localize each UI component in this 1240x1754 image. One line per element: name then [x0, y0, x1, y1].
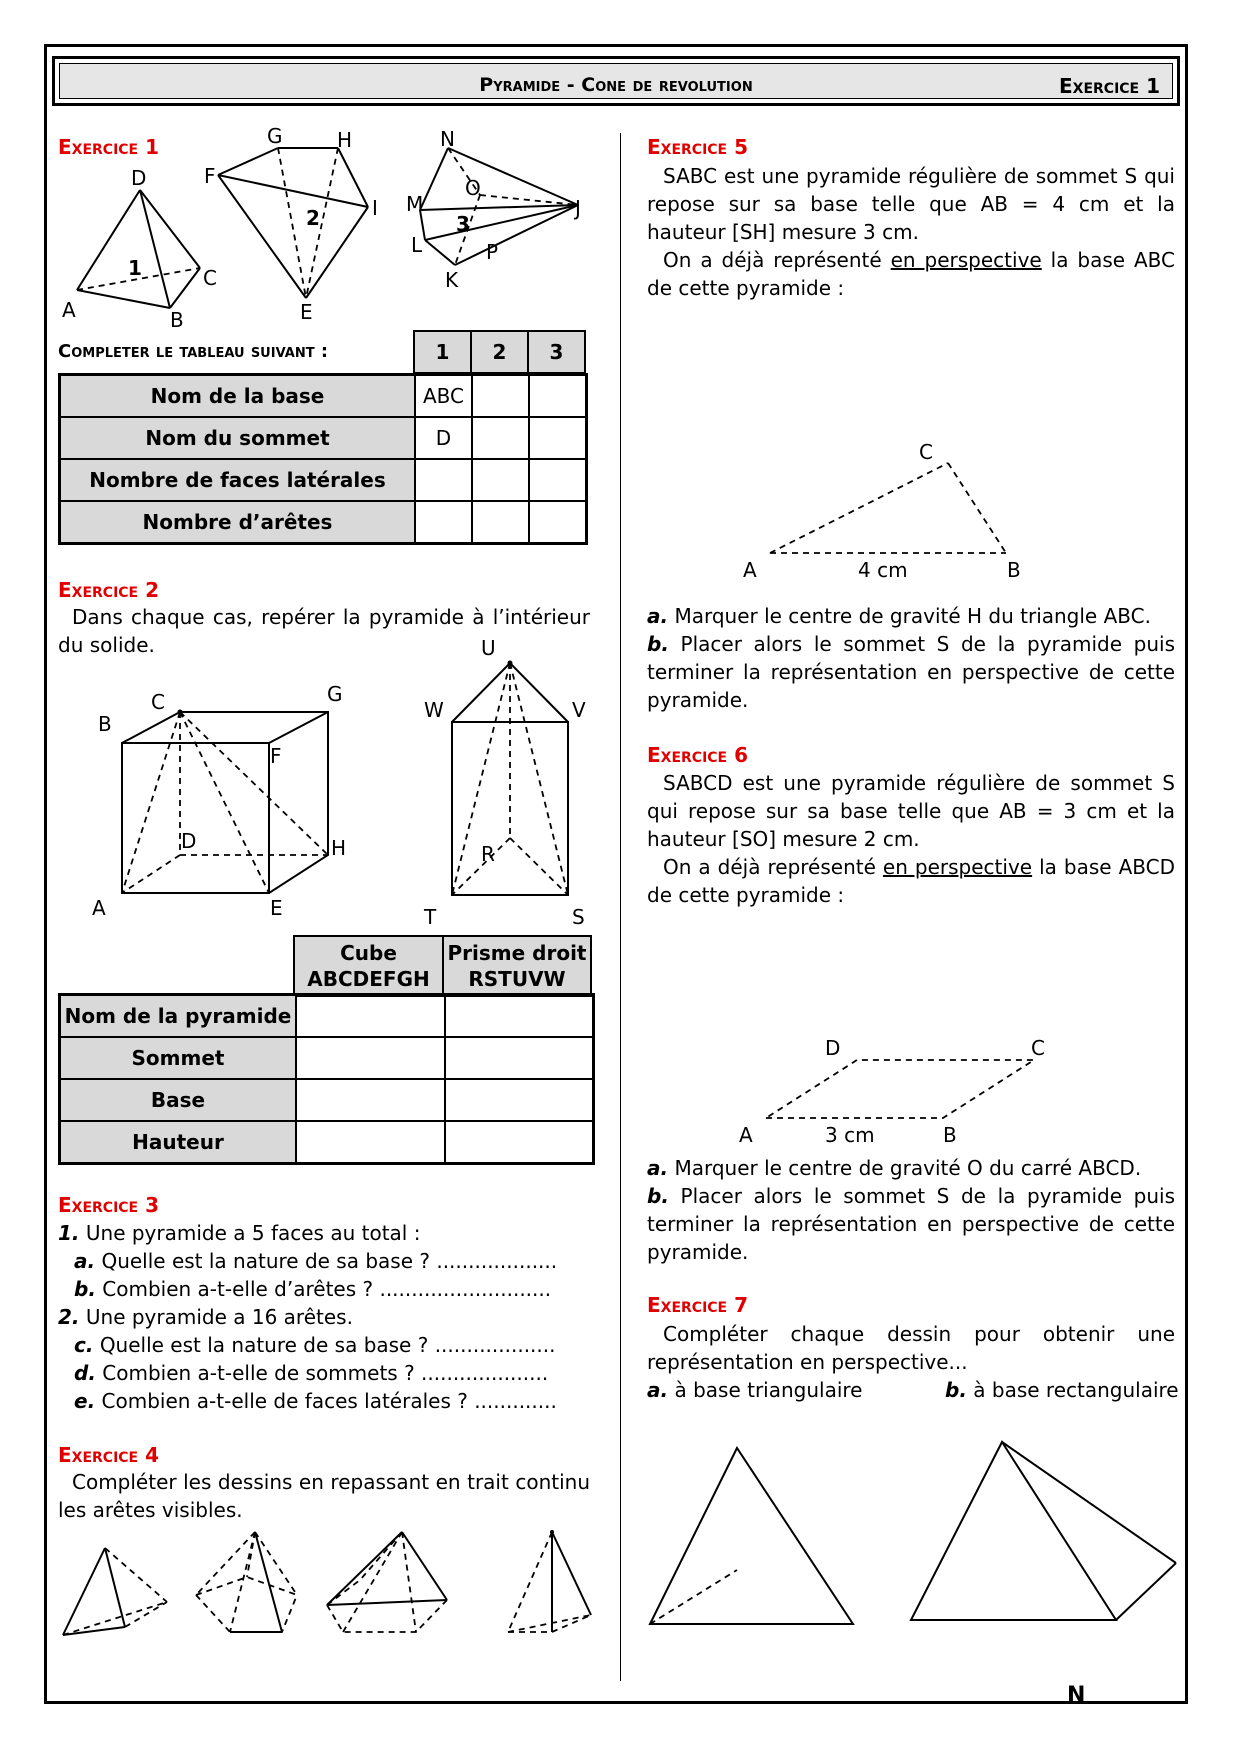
ex3-title: Exercice 3 [58, 1193, 159, 1217]
ex2-title: Exercice 2 [58, 578, 159, 602]
ex1-label-h: H [337, 128, 353, 152]
page-title: Pyramide - Cone de revolution [479, 74, 753, 96]
ex3-q1: 1. Une pyramide a 5 faces au total : [58, 1221, 421, 1245]
ex6-label-c: C [1031, 1036, 1045, 1060]
ex4-title: Exercice 4 [58, 1443, 159, 1467]
ex3-qe: e. Combien a-t-elle de faces latérales ? ............. [74, 1389, 557, 1413]
ex1-label-k: K [445, 268, 459, 292]
table-cell[interactable]: ABC [415, 375, 472, 418]
row-label: Hauteur [60, 1121, 297, 1164]
ex3-qc: c. Quelle est la nature de sa base ? ................... [74, 1333, 556, 1357]
ex7-title: Exercice 7 [647, 1293, 748, 1317]
ex2-text: Dans chaque cas, repérer la pyramide à l’intérieur du solide. [58, 605, 590, 657]
ex5-question-b: b. Placer alors le sommet S de la pyramide puis terminer la représentation en perspective de cette pyramide. [647, 632, 1175, 712]
row-label: Nom de la base [60, 375, 416, 418]
exercise-number: Exercice 1 [1059, 74, 1160, 98]
ex6-paragraph-2: On a déjà représenté en perspective la base ABCD de cette pyramide : [647, 855, 1176, 907]
ex5-label-a: A [743, 558, 757, 582]
ex2-prism-label-r: R [481, 842, 495, 866]
ex2-prism-label-t: T [424, 905, 437, 929]
ex2-prism-label-u: U [481, 636, 496, 660]
ex3-qb: b. Combien a-t-elle d’arêtes ? ........................... [74, 1277, 552, 1301]
corner-mark: N [1067, 1683, 1086, 1708]
ex1-number-2: 2 [306, 206, 320, 230]
ex6-paragraph-1: SABCD est une pyramide régulière de sommet S qui repose sur sa base telle que AB = 3 cm et la hauteur [SO] mesure 2 cm. [647, 771, 1175, 851]
ex2-cube-label-e: E [270, 896, 283, 920]
ex7-label-b: b. à base rectangulaire [945, 1378, 1179, 1402]
ex1-table-caption: Completer le tableau suivant : [58, 341, 329, 362]
ex1-col-3: 3 [528, 331, 585, 373]
ex6-question-b: b. Placer alors le sommet S de la pyramide puis terminer la représentation en perspective de cette pyramide. [647, 1184, 1175, 1264]
ex1-number-3: 3 [456, 212, 470, 236]
ex5-question-a: a. Marquer le centre de gravité H du triangle ABC. [647, 604, 1151, 628]
ex1-label-j: J [575, 196, 581, 220]
row-label: Sommet [60, 1037, 297, 1079]
ex2-prism-label-s: S [572, 905, 585, 929]
ex1-label-d: D [131, 166, 147, 190]
ex1-label-e: E [300, 300, 313, 324]
ex1-col-1: 1 [414, 331, 471, 373]
ex6-label-d: D [825, 1036, 841, 1060]
ex3-qd: d. Combien a-t-elle de sommets ? .................... [74, 1361, 549, 1385]
row-label: Nombre de faces latérales [60, 459, 416, 501]
ex3-q2: 2. Une pyramide a 16 arêtes. [58, 1305, 353, 1329]
ex1-title: Exercice 1 [58, 135, 159, 159]
row-label: Base [60, 1079, 297, 1121]
ex1-label-l: L [411, 233, 423, 257]
row-label: Nombre d’arêtes [60, 501, 416, 544]
ex2-cube-label-d: D [181, 829, 197, 853]
ex1-label-m: M [406, 192, 424, 216]
ex1-label-o: O [465, 176, 481, 200]
ex1-label-a: A [62, 298, 76, 322]
ex5-label-c: C [919, 440, 933, 464]
ex1-label-f: F [204, 164, 216, 188]
ex7-label-a: a. à base triangulaire [647, 1378, 863, 1402]
ex5-label-b: B [1007, 558, 1021, 582]
ex6-label-a: A [739, 1123, 753, 1147]
ex7-text: Compléter chaque dessin pour obtenir une représentation en perspective... [647, 1322, 1175, 1374]
ex1-label-b: B [170, 308, 184, 332]
ex1-col-2: 2 [471, 331, 528, 373]
table-cell[interactable]: D [415, 417, 472, 459]
ex1-number-1: 1 [128, 256, 142, 280]
ex1-label-g: G [267, 124, 283, 148]
ex1-label-n: N [440, 127, 455, 151]
ex5-paragraph-2: On a déjà représenté en perspective la base ABC de cette pyramide : [647, 248, 1176, 300]
ex2-col-prism: Prisme droit RSTUVW [443, 936, 591, 996]
row-label: Nom de la pyramide [60, 995, 297, 1038]
ex6-title: Exercice 6 [647, 743, 748, 767]
ex5-title: Exercice 5 [647, 135, 748, 159]
ex1-label-i: I [372, 196, 378, 220]
row-label: Nom du sommet [60, 417, 416, 459]
ex1-label-c: C [203, 266, 217, 290]
ex4-text: Compléter les dessins en repassant en trait continu les arêtes visibles. [58, 1470, 590, 1522]
ex5-length: 4 cm [858, 558, 908, 582]
ex2-cube-label-f: F [270, 744, 282, 768]
ex3-qa: a. Quelle est la nature de sa base ? ................... [74, 1249, 558, 1273]
ex2-cube-label-a: A [92, 896, 106, 920]
ex2-prism-label-v: V [572, 698, 586, 722]
ex6-label-b: B [943, 1123, 957, 1147]
ex1-label-p: P [486, 240, 499, 264]
ex2-cube-label-b: B [98, 712, 112, 736]
ex2-cube-label-g: G [327, 682, 343, 706]
ex2-cube-label-c: C [151, 690, 165, 714]
ex6-length: 3 cm [825, 1123, 875, 1147]
ex2-col-cube: Cube ABCDEFGH [294, 936, 443, 996]
ex2-prism-label-w: W [424, 698, 444, 722]
ex6-question-a: a. Marquer le centre de gravité O du carré ABCD. [647, 1156, 1142, 1180]
ex5-paragraph-1: SABC est une pyramide régulière de sommet S qui repose sur sa base telle que AB = 4 cm et la hauteur [SH] mesure 3 cm. [647, 164, 1175, 244]
ex2-cube-label-h: H [331, 836, 347, 860]
